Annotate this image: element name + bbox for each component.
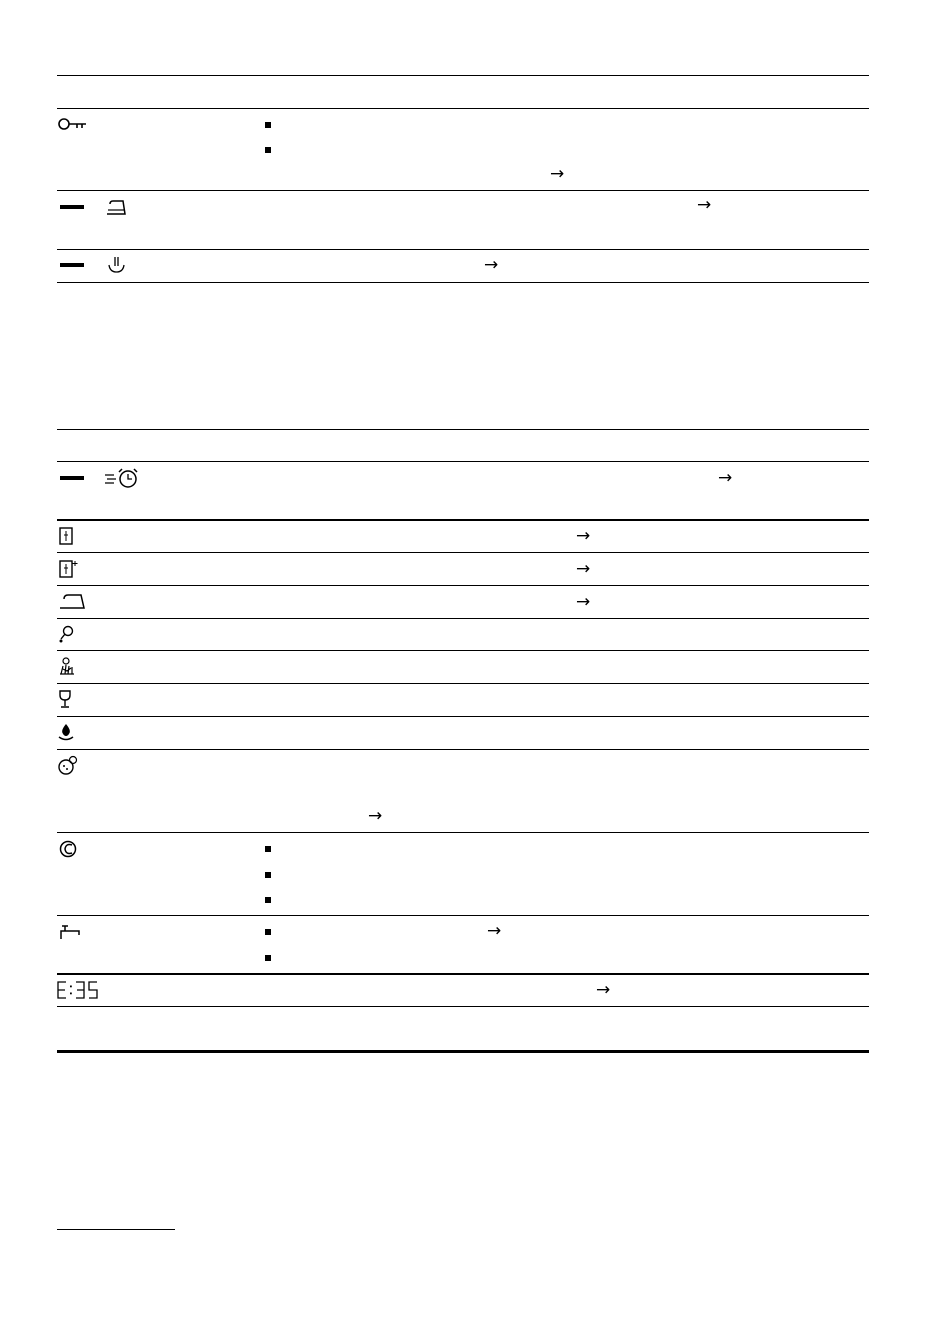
row-divider [57, 618, 869, 619]
table2-header-rule [57, 461, 869, 462]
row-divider [57, 650, 869, 651]
arrow-reference: → [576, 559, 591, 579]
wave-circle-icon [58, 840, 78, 858]
row-divider [57, 683, 869, 684]
hand-icon [107, 256, 125, 274]
row-divider [57, 190, 869, 191]
table2-top-rule [57, 429, 869, 430]
table1-header-rule [57, 108, 869, 109]
dash-marker [60, 263, 84, 267]
arrow-reference: → [550, 164, 565, 184]
arrow-reference: → [697, 195, 712, 215]
arrow-reference: → [718, 468, 733, 488]
bullet-marker [265, 955, 271, 961]
key-icon [58, 117, 88, 131]
tap-icon [58, 922, 82, 940]
row-divider [57, 716, 869, 717]
arrow-reference: → [484, 255, 499, 275]
arrow-reference: → [368, 806, 383, 826]
dishes-icon [58, 756, 78, 776]
dash-marker [60, 205, 84, 209]
bullet-marker [265, 147, 271, 153]
arrow-reference: → [596, 980, 611, 1000]
bullet-marker [265, 929, 271, 935]
row-divider [57, 1006, 869, 1007]
row-divider [57, 552, 869, 553]
iron-icon [105, 198, 127, 216]
wine-glass-icon [58, 690, 72, 708]
bullet-marker [265, 846, 271, 852]
row-divider [57, 585, 869, 586]
bullet-marker [265, 897, 271, 903]
table2-bottom-rule [57, 1050, 869, 1053]
arrow-reference: → [576, 526, 591, 546]
dash-marker [60, 476, 84, 480]
fast-timer-icon [104, 467, 140, 489]
eco-plant-icon [58, 657, 76, 675]
row-divider [57, 915, 869, 916]
door-icon [58, 527, 74, 545]
rinse-brush-icon [58, 625, 76, 643]
row-divider [57, 832, 869, 833]
row-divider [57, 973, 869, 975]
door-plus-icon [58, 560, 78, 578]
arrow-reference: → [576, 592, 591, 612]
footnote-separator [57, 1229, 175, 1230]
water-drop-icon [58, 723, 74, 741]
table1-bottom-rule [57, 282, 869, 283]
row-divider [57, 249, 869, 250]
row-divider [57, 519, 869, 521]
bullet-marker [265, 122, 271, 128]
error-code-e35-icon [56, 980, 100, 1000]
table1-top-rule [57, 75, 869, 76]
iron-icon [58, 592, 86, 610]
bullet-marker [265, 872, 271, 878]
arrow-reference: → [487, 921, 502, 941]
row-divider [57, 749, 869, 750]
